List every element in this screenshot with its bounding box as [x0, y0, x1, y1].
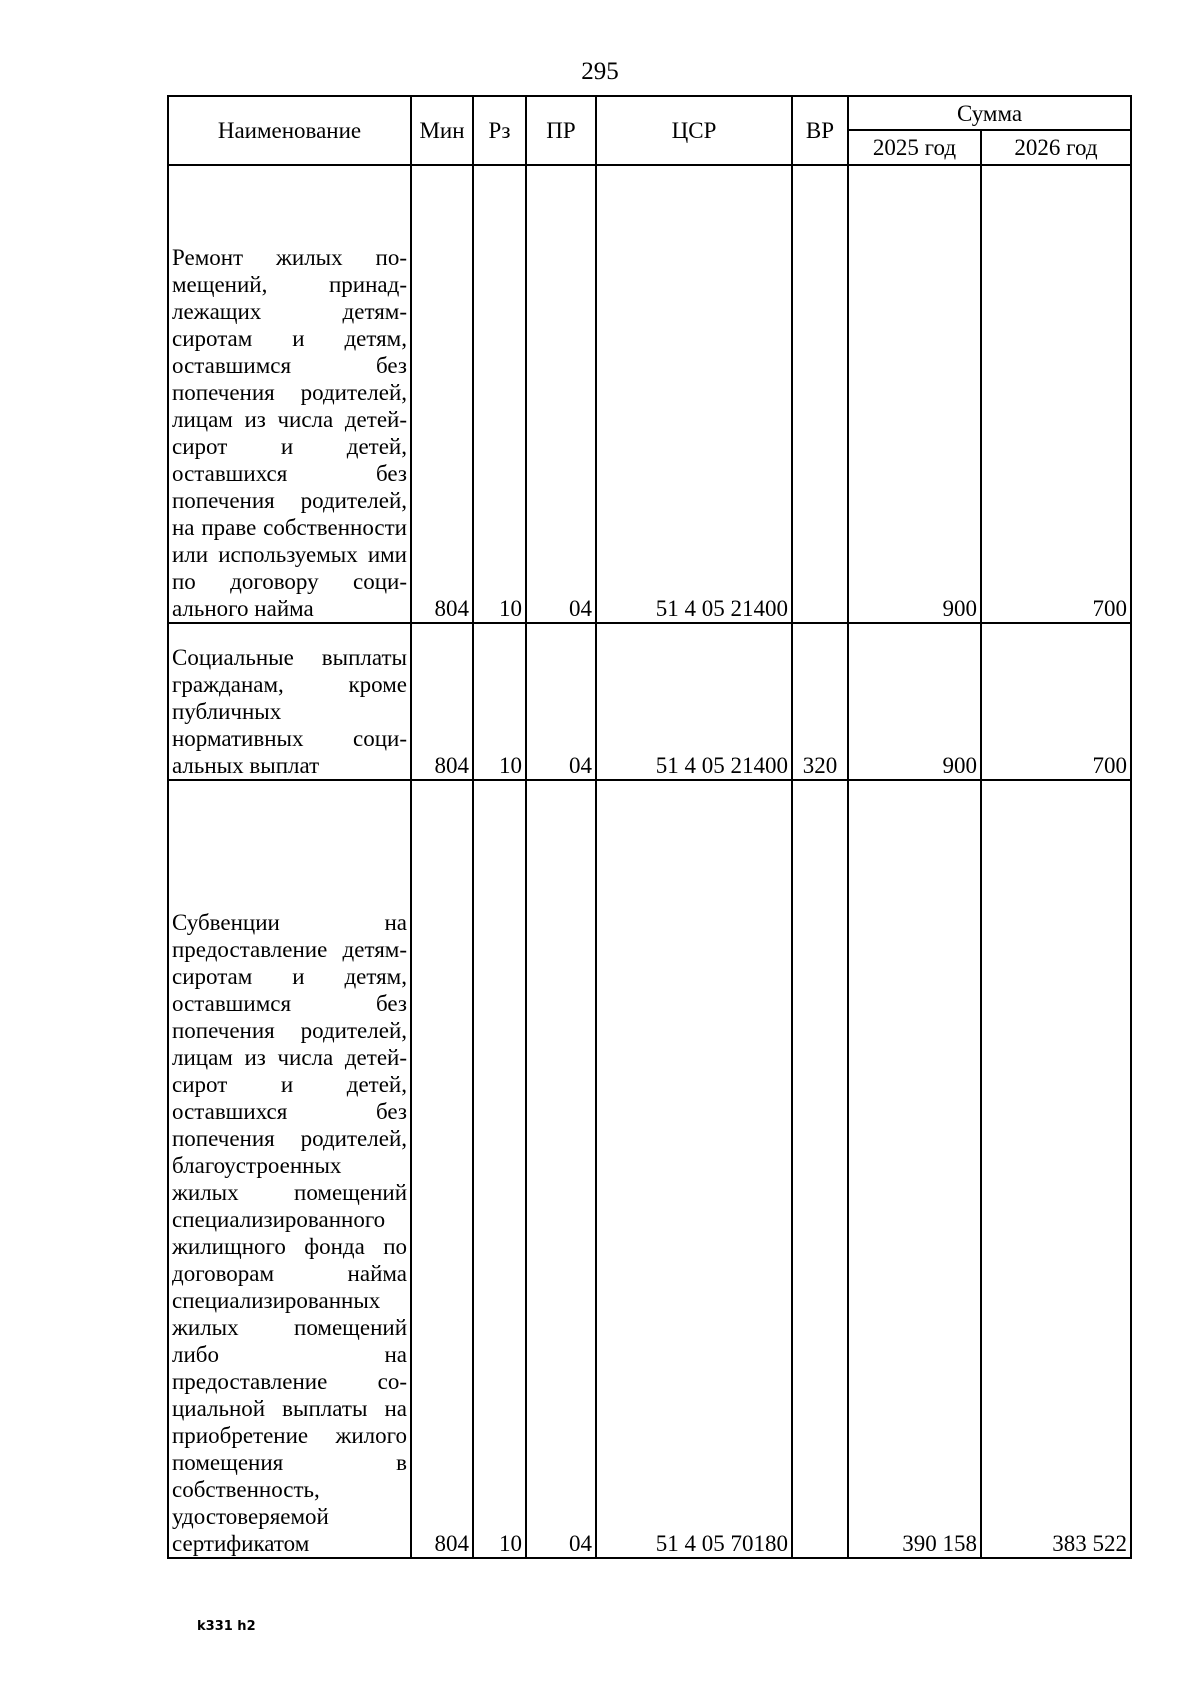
header-name: Наименование [168, 96, 411, 165]
row-name: Социальные выплаты гражданам, кроме публичных нормативных социальных выплат [168, 623, 411, 780]
header-min: Мин [411, 96, 473, 165]
row-csr: 51 4 05 70180 [596, 780, 792, 1558]
row-min: 804 [411, 623, 473, 780]
header-csr: ЦСР [596, 96, 792, 165]
row-rz: 10 [473, 623, 526, 780]
row-rz: 10 [473, 780, 526, 1558]
row-2025: 900 [848, 623, 981, 780]
header-sum: Сумма [848, 96, 1131, 130]
row-name: Субвенции на предоставление детям-сиротам и детям, оставшимся без попечения родителей, лицам из числа детей-сирот и детей, оставшихся без попечения родителей, благоустроенных жилых помещений специализированного жилищного фонда по договорам найма специализированных жилых помещений либо на предоставление социальной выплаты на приобретение жилого помещения в собственность, удостоверяемой сертификатом [168, 780, 411, 1558]
row-2026: 700 [981, 165, 1131, 623]
row-2026: 700 [981, 623, 1131, 780]
row-pr: 04 [526, 780, 596, 1558]
row-2026: 383 522 [981, 780, 1131, 1558]
row-rz: 10 [473, 165, 526, 623]
row-min: 804 [411, 165, 473, 623]
budget-table [167, 95, 1132, 1559]
header-pr: ПР [526, 96, 596, 165]
document-code: k331 h2 [197, 1619, 256, 1634]
row-vr: 320 [792, 623, 848, 780]
table-row [168, 623, 1131, 780]
row-2025: 390 158 [848, 780, 981, 1558]
row-vr [792, 780, 848, 1558]
row-csr: 51 4 05 21400 [596, 623, 792, 780]
table-row [168, 165, 1131, 623]
header-vr: ВР [792, 96, 848, 165]
row-2025: 900 [848, 165, 981, 623]
header-2026: 2026 год [981, 130, 1131, 165]
row-pr: 04 [526, 623, 596, 780]
row-vr [792, 165, 848, 623]
header-row-top [168, 96, 1131, 130]
row-min: 804 [411, 780, 473, 1558]
table-row [168, 780, 1131, 1558]
header-rz: Рз [473, 96, 526, 165]
header-2025: 2025 год [848, 130, 981, 165]
row-csr: 51 4 05 21400 [596, 165, 792, 623]
row-pr: 04 [526, 165, 596, 623]
row-name: Ремонт жилых помещений, принадлежащих детям-сиротам и детям, оставшимся без попечения родителей, лицам из числа детей-сирот и детей, оставшихся без попечения родителей, на праве собственности или используемых ими по договору социального найма [168, 165, 411, 623]
page-number: 295 [581, 58, 619, 85]
